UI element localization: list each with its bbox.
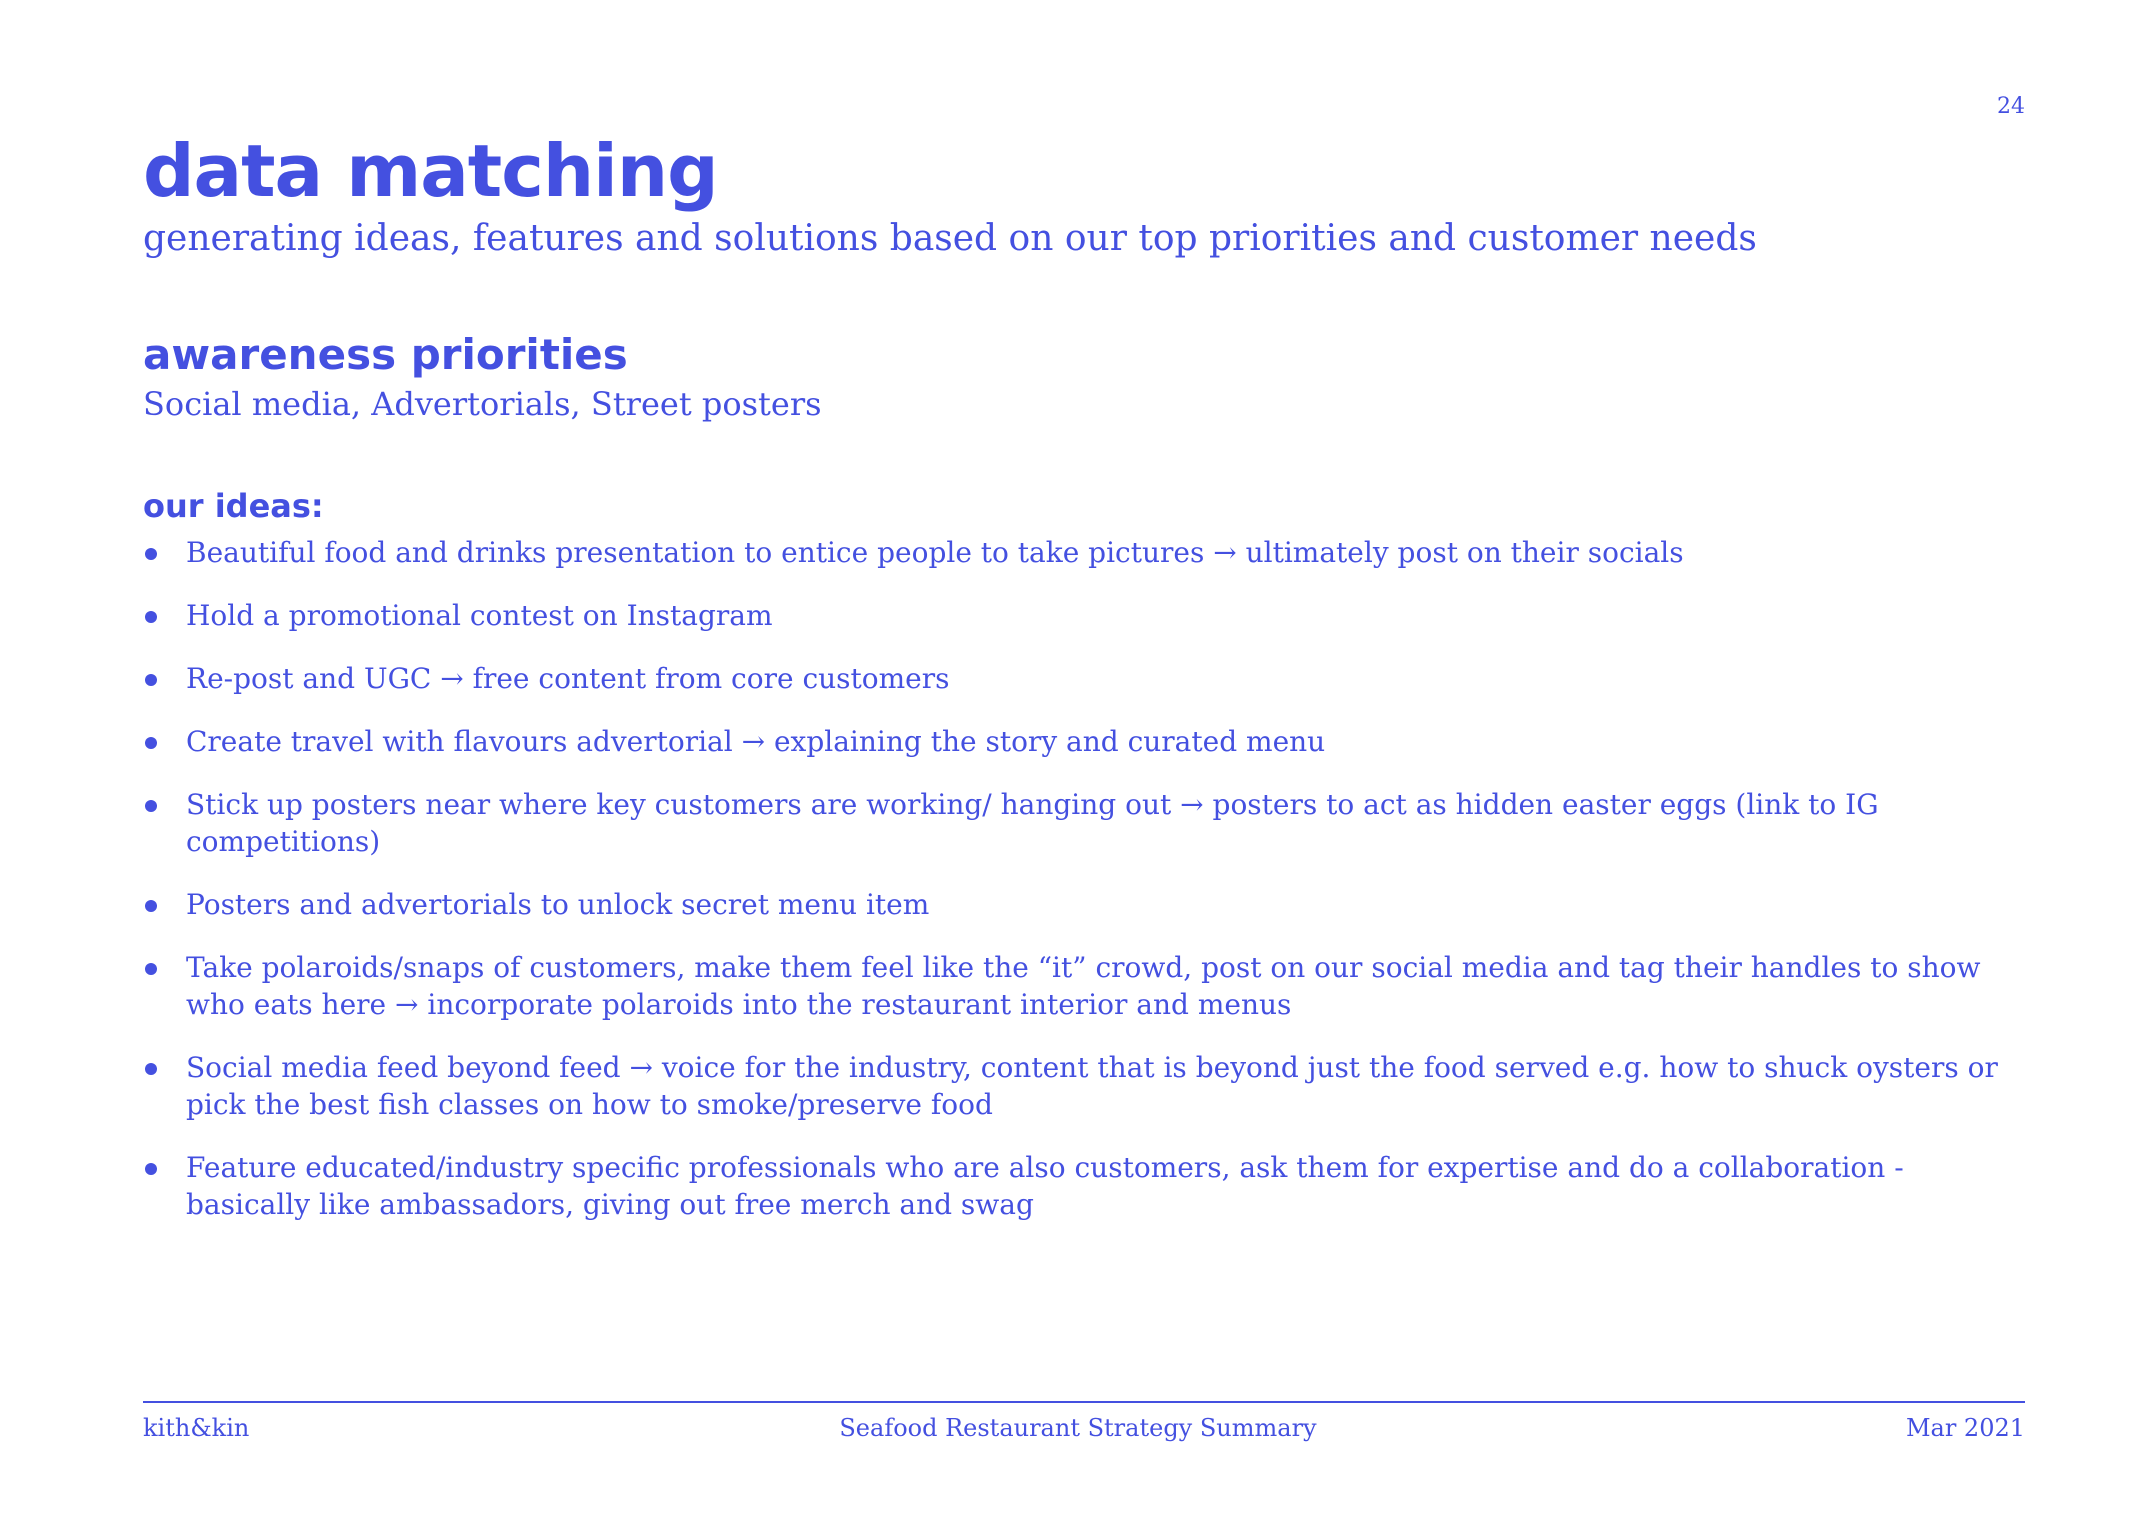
- section-heading: awareness priorities: [143, 330, 628, 379]
- list-item-text: Stick up posters near where key customers are working/ hanging out → posters to act as hidden easter eggs (link to IG competitions): [186, 788, 1879, 858]
- list-item-text: Feature educated/industry specific professionals who are also customers, ask them for expertise and do a collaboration - basically like ambassadors, giving out free merch and swag: [186, 1151, 1904, 1221]
- list-item-text: Beautiful food and drinks presentation to entice people to take pictures → ultimately post on their socials: [186, 536, 1684, 569]
- bullet-icon: [145, 963, 157, 975]
- list-item: [143, 534, 2023, 571]
- bullet-icon: [145, 1163, 157, 1175]
- bullet-icon: [145, 737, 157, 749]
- page-number: 24: [1997, 94, 2025, 119]
- list-item: [143, 949, 2023, 1023]
- footer-document-title: Seafood Restaurant Strategy Summary: [839, 1414, 1317, 1442]
- list-item-text: Re-post and UGC → free content from core customers: [186, 662, 950, 695]
- list-item: [143, 597, 2023, 634]
- page-subtitle: generating ideas, features and solutions based on our top priorities and customer needs: [143, 218, 1757, 259]
- bullet-icon: [145, 1063, 157, 1075]
- list-item-text: Take polaroids/snaps of customers, make them feel like the “it” crowd, post on our social media and tag their handles to show who eats here → incorporate polaroids into the restaurant interior and menus: [186, 951, 1981, 1021]
- bullet-icon: [145, 548, 157, 560]
- section-body: Social media, Advertorials, Street posters: [143, 385, 822, 423]
- list-item: [143, 1049, 2023, 1123]
- list-item: [143, 786, 2023, 860]
- page-title: data matching: [143, 129, 718, 213]
- list-item-text: Social media feed beyond feed → voice for the industry, content that is beyond just the food served e.g. how to shuck oysters or pick the best fish classes on how to smoke/preserve food: [186, 1051, 1998, 1121]
- list-item: [143, 723, 2023, 760]
- list-item-text: Hold a promotional contest on Instagram: [186, 599, 773, 632]
- list-item-text: Create travel with flavours advertorial → explaining the story and curated menu: [186, 725, 1326, 758]
- bullet-icon: [145, 800, 157, 812]
- list-item: [143, 660, 2023, 697]
- footer-divider: [143, 1401, 2025, 1403]
- footer-date: Mar 2021: [1905, 1414, 2025, 1442]
- ideas-list: [143, 534, 2023, 1249]
- list-item: [143, 1149, 2023, 1223]
- footer-brand: kith&kin: [143, 1414, 250, 1442]
- ideas-heading: our ideas:: [143, 487, 324, 525]
- list-item-text: Posters and advertorials to unlock secret menu item: [186, 888, 930, 921]
- list-item: [143, 886, 2023, 923]
- bullet-icon: [145, 674, 157, 686]
- bullet-icon: [145, 900, 157, 912]
- bullet-icon: [145, 611, 157, 623]
